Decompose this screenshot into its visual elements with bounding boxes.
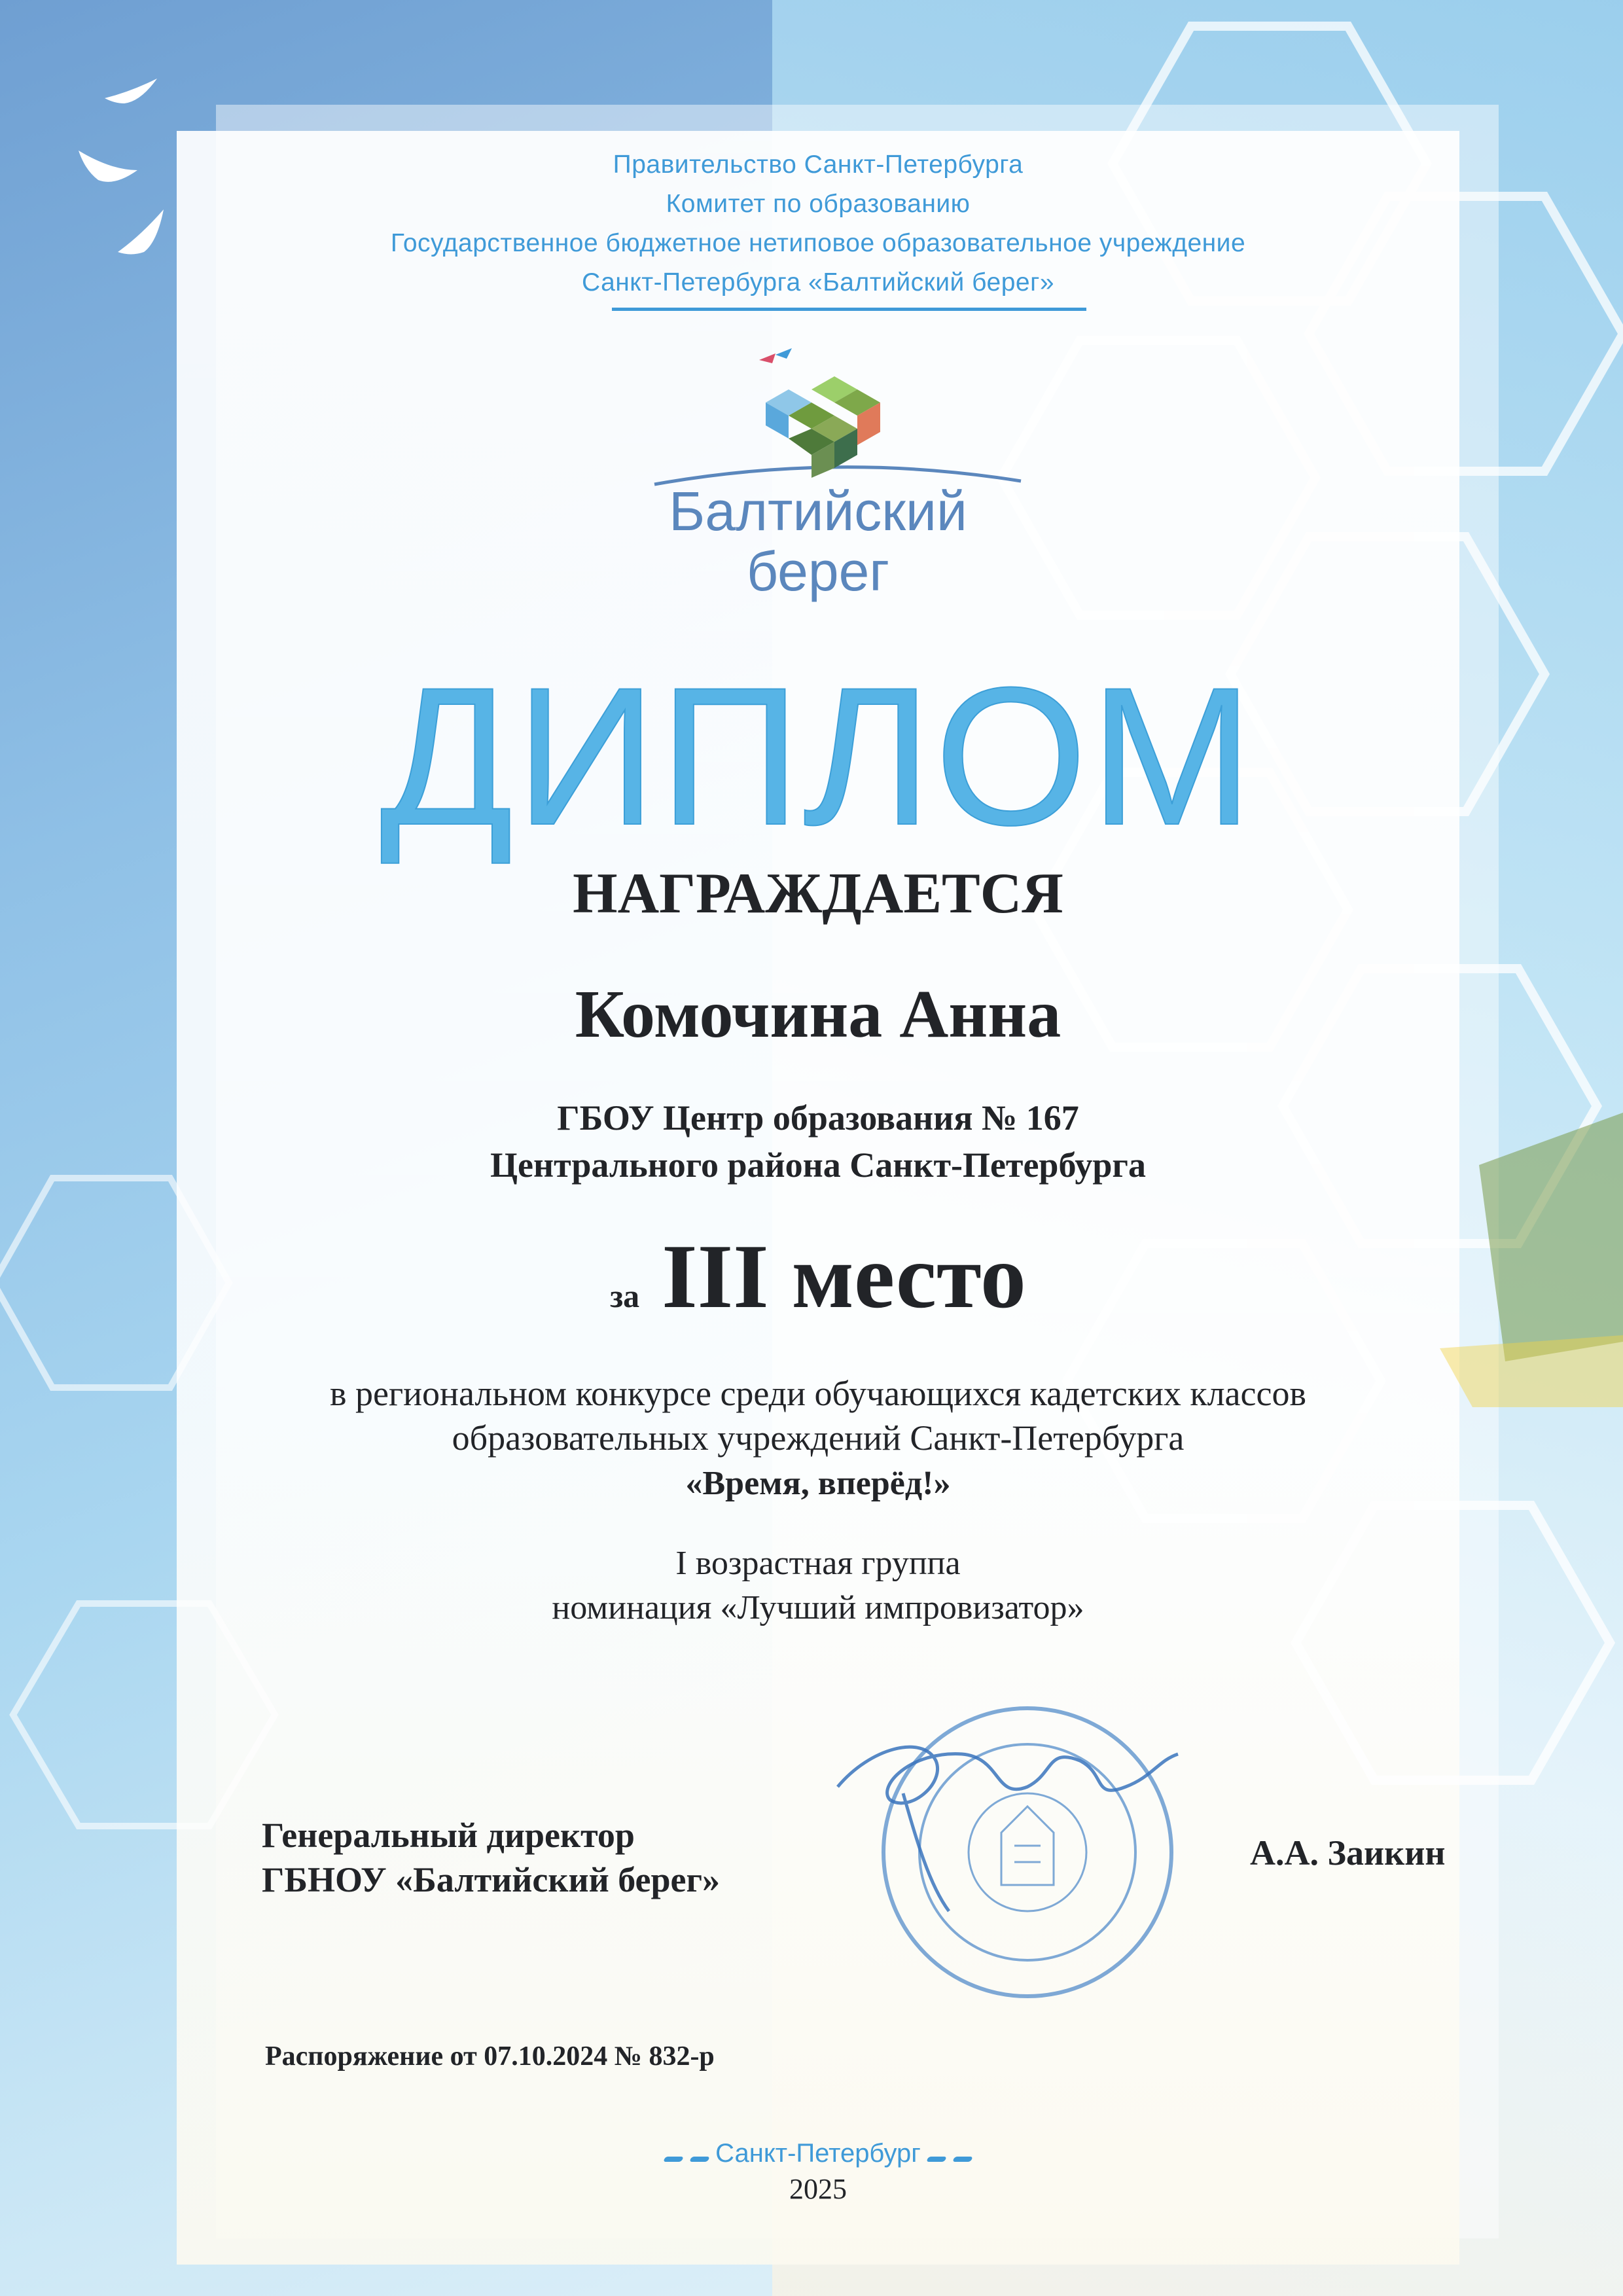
signatory-name: А.А. Заикин <box>1250 1833 1446 1873</box>
category-block <box>177 1541 1459 1630</box>
awarded-block <box>177 861 1459 927</box>
logo-line-2: берег <box>747 541 889 602</box>
dash-decoration-icon <box>926 2157 947 2162</box>
org-line-3: Государственное бюджетное нетиповое образовательное учреждение <box>390 229 1246 257</box>
for-word: за <box>610 1278 640 1314</box>
contest-block <box>177 1371 1459 1507</box>
city-name: Санкт-Петербург <box>715 2139 921 2168</box>
nomination: номинация «Лучший импровизатор» <box>552 1589 1084 1626</box>
org-line-2: Комитет по образованию <box>666 190 971 218</box>
contest-line-1: в региональном конкурсе среди обучающихся кадетских классов <box>330 1374 1306 1413</box>
school-line-1: ГБОУ Центр образования № 167 <box>557 1098 1079 1138</box>
order-reference: Распоряжение от 07.10.2024 № 832-р <box>265 2041 715 2072</box>
year: 2025 <box>789 2173 847 2205</box>
place-block <box>177 1224 1459 1329</box>
official-stamp-icon <box>831 1689 1198 2003</box>
contest-name: «Время, вперёд!» <box>685 1465 951 1502</box>
signatory-position <box>262 1813 720 1902</box>
recipient-name: Комочина Анна <box>575 977 1061 1052</box>
signatory-position-line-2: ГБНОУ «Балтийский берег» <box>262 1860 720 1899</box>
age-group: I возрастная группа <box>675 1545 961 1582</box>
place-text: III место <box>662 1226 1026 1327</box>
diploma-title: ДИПЛОМ <box>380 646 1257 866</box>
org-line-4: Санкт-Петербурга «Балтийский берег» <box>581 268 1055 296</box>
cube-cluster-logo-icon <box>641 340 1034 497</box>
contest-line-2: образовательных учреждений Санкт-Петербурга <box>452 1418 1185 1458</box>
org-line-1: Правительство Санкт-Петербурга <box>613 151 1024 179</box>
dash-decoration-icon <box>952 2157 973 2162</box>
dash-decoration-icon <box>689 2157 710 2162</box>
signatory-position-line-1: Генеральный директор <box>262 1816 635 1855</box>
organization-header <box>177 145 1459 302</box>
awarded-heading: НАГРАЖДАЕТСЯ <box>573 862 1063 925</box>
header-divider <box>612 308 1086 311</box>
school-block <box>177 1094 1459 1189</box>
logo-wordmark <box>177 481 1459 601</box>
birds-icon <box>79 79 164 255</box>
logo-line-1: Балтийский <box>669 480 967 542</box>
diploma-title-block <box>177 646 1459 866</box>
dash-decoration-icon <box>663 2157 684 2162</box>
recipient-block <box>177 975 1459 1053</box>
school-line-2: Центрального района Санкт-Петербурга <box>490 1145 1146 1185</box>
footer-location <box>177 2139 1459 2206</box>
